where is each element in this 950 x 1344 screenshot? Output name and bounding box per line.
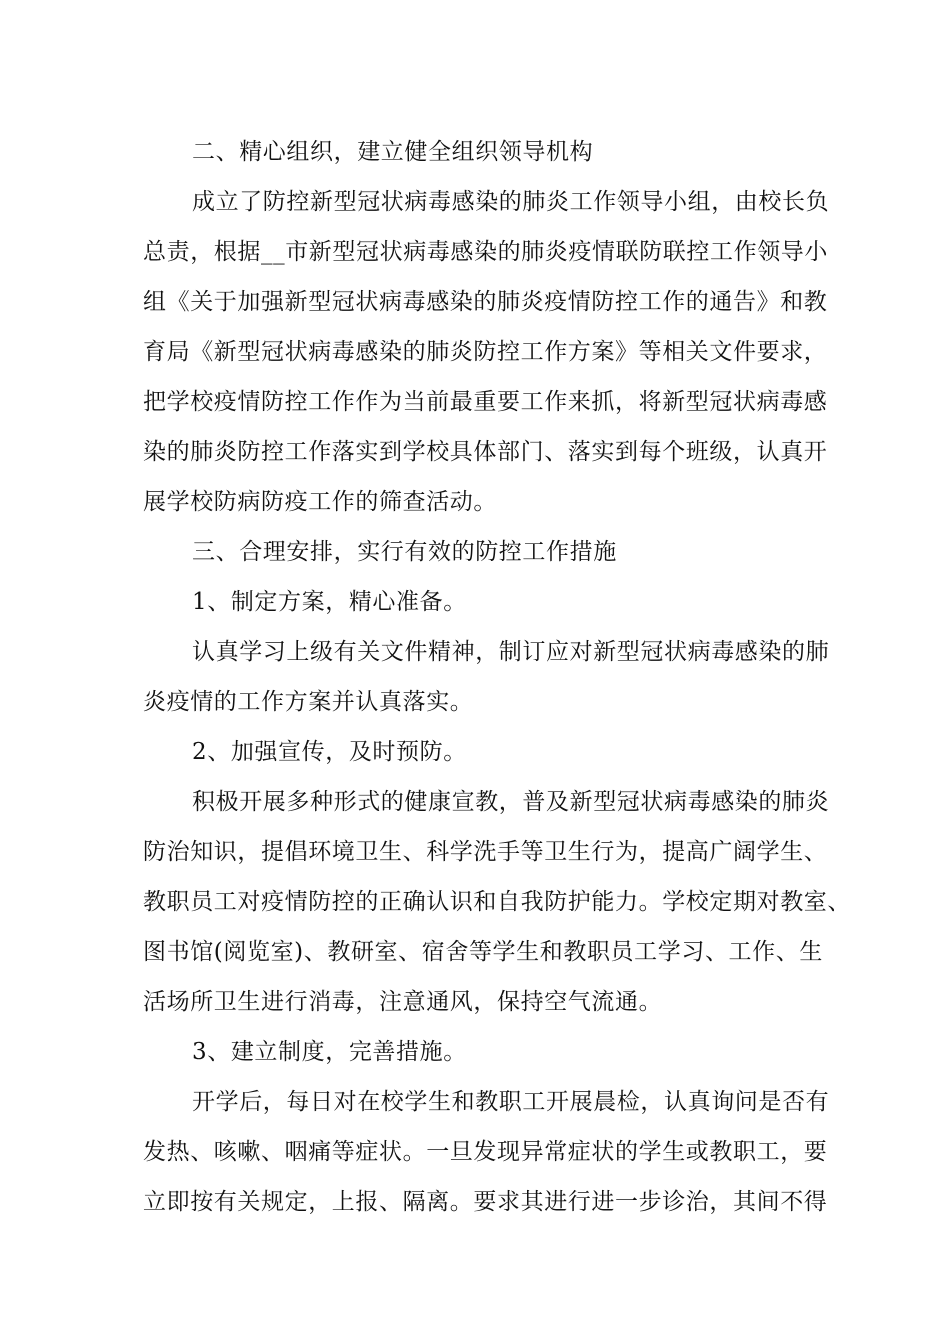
paragraph-line: 教职员工对疫情防控的正确认识和自我防护能力。学校定期对教室、 [143,889,851,915]
paragraph-line: 总责，根据__市新型冠状病毒感染的肺炎疫情联防联控工作领导小 [143,239,828,265]
paragraph-line: 认真学习上级有关文件精神，制订应对新型冠状病毒感染的肺 [192,639,830,665]
paragraph-line: 组《关于加强新型冠状病毒感染的肺炎疫情防控工作的通告》和教 [143,289,828,315]
section-heading-2: 二、精心组织，建立健全组织领导机构 [192,139,594,165]
paragraph-line: 积极开展多种形式的健康宣教，普及新型冠状病毒感染的肺炎 [192,789,830,815]
paragraph-line: 炎疫情的工作方案并认真落实。 [143,689,474,715]
paragraph-line: 立即按有关规定，上报、隔离。要求其进行进一步诊治，其间不得 [143,1189,828,1215]
paragraph-line: 活场所卫生进行消毒，注意通风，保持空气流通。 [143,989,663,1015]
paragraph-line: 成立了防控新型冠状病毒感染的肺炎工作领导小组，由校长负 [192,189,830,215]
paragraph-line: 育局《新型冠状病毒感染的肺炎防控工作方案》等相关文件要求， [143,339,828,365]
paragraph-line: 展学校防病防疫工作的筛查活动。 [143,489,497,515]
paragraph-line: 发热、咳嗽、咽痛等症状。一旦发现异常症状的学生或教职工，要 [143,1139,828,1165]
subsection-heading-3: 3、建立制度，完善措施。 [192,1039,467,1065]
subsection-heading-1: 1、制定方案，精心准备。 [192,589,467,615]
subsection-heading-2: 2、加强宣传，及时预防。 [192,739,467,765]
paragraph-line: 染的肺炎防控工作落实到学校具体部门、落实到每个班级，认真开 [143,439,828,465]
paragraph-line: 防治知识，提倡环境卫生、科学洗手等卫生行为，提高广阔学生、 [143,839,828,865]
paragraph-line: 把学校疫情防控工作作为当前最重要工作来抓，将新型冠状病毒感 [143,389,828,415]
section-heading-3: 三、合理安排，实行有效的防控工作措施 [192,539,617,565]
paragraph-line: 开学后，每日对在校学生和教职工开展晨检，认真询问是否有 [192,1089,830,1115]
paragraph-line: 图书馆(阅览室)、教研室、宿舍等学生和教职员工学习、工作、生 [143,939,823,965]
